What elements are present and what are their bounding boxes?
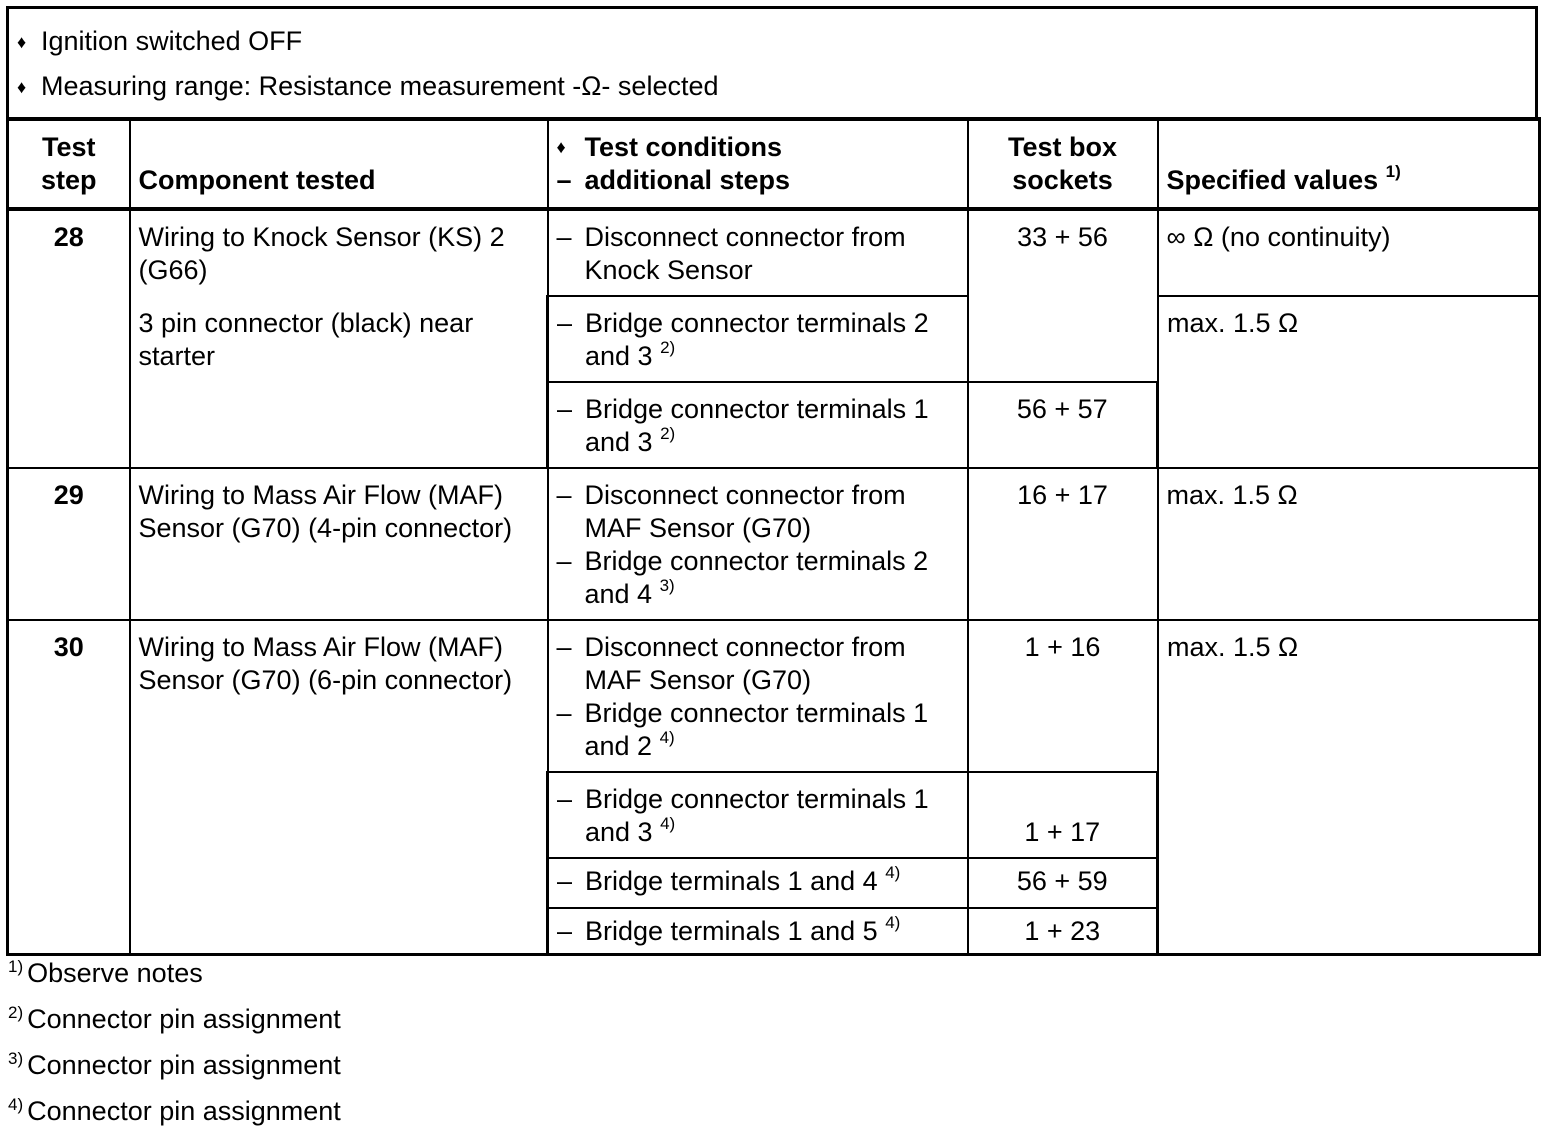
- footnote-mark: 3): [8, 1049, 24, 1068]
- condition-text-body: Bridge connector terminals 1 and 3: [585, 784, 929, 847]
- preconditions-box: [6, 6, 1538, 117]
- dash-bullet-icon: –: [557, 308, 573, 338]
- column-header-text: additional steps: [584, 165, 791, 195]
- specified-value-cell: max. 1.5 Ω: [1158, 296, 1540, 468]
- condition-line: [557, 697, 959, 763]
- column-header-line: Test box: [1007, 132, 1117, 162]
- condition-cell: [548, 296, 968, 382]
- precondition-measuring-range: [17, 64, 1535, 109]
- footnote-2: [8, 996, 341, 1042]
- column-header-line: [557, 131, 959, 164]
- footnote-ref: 2): [660, 424, 676, 443]
- specified-value-cell: max. 1.5 Ω: [1158, 468, 1540, 620]
- dash-bullet-icon: –: [556, 546, 572, 576]
- condition-line: [557, 393, 959, 459]
- condition-text: [585, 697, 959, 763]
- table-header-row: [8, 119, 1540, 209]
- footnote-4: [8, 1088, 341, 1134]
- specified-value-cell: ∞ Ω (no continuity): [1158, 209, 1540, 296]
- condition-text-body: Bridge connector terminals 2 and 3: [585, 308, 929, 371]
- column-header-text: Component tested: [138, 165, 376, 195]
- dash-bullet-icon: –: [557, 916, 573, 946]
- sockets-cell: 1 + 17: [968, 772, 1158, 858]
- footnote-mark: 1): [8, 957, 24, 976]
- diamond-bullet-icon: ♦: [17, 32, 27, 52]
- condition-cell: [548, 908, 968, 954]
- dash-bullet-icon: –: [557, 784, 573, 814]
- condition-text: [585, 783, 959, 849]
- condition-text: [585, 393, 959, 459]
- dash-bullet-icon: –: [556, 698, 572, 728]
- condition-line: [557, 307, 959, 373]
- condition-text-body: Bridge terminals 1 and 4: [585, 866, 878, 896]
- condition-text: Disconnect connector from MAF Sensor (G70): [584, 632, 906, 695]
- component-text: Wiring to Knock Sensor (KS) 2 (G66): [138, 222, 505, 285]
- sockets-cell: 16 + 17: [968, 468, 1158, 620]
- diamond-bullet-icon: ♦: [556, 137, 566, 157]
- footnote-mark: 4): [8, 1095, 24, 1114]
- sockets-cell: 56 + 59: [968, 858, 1158, 908]
- condition-cell: [548, 468, 968, 620]
- column-header-line: sockets: [1012, 165, 1113, 195]
- sockets-cell: 1 + 23: [968, 908, 1158, 954]
- footnote-text: Connector pin assignment: [27, 1096, 341, 1126]
- precondition-text: Measuring range: Resistance measurement -Ω- selected: [41, 71, 719, 101]
- footnote-ref: 4): [885, 913, 901, 932]
- footnote-ref: 4): [660, 814, 676, 833]
- dash-bullet-icon: –: [556, 632, 572, 662]
- specified-value-cell: max. 1.5 Ω: [1158, 620, 1540, 954]
- condition-line: [557, 545, 959, 611]
- condition-text: Disconnect connector from MAF Sensor (G70): [584, 480, 906, 543]
- column-header-line: step: [40, 165, 97, 195]
- dash-bullet-icon: –: [556, 165, 572, 195]
- column-header-line: [557, 164, 959, 197]
- column-header-conditions: [548, 119, 968, 209]
- column-header-text: Test conditions: [584, 132, 783, 162]
- condition-cell: [548, 382, 968, 468]
- condition-text: [585, 915, 959, 948]
- footnote-ref: 4): [885, 863, 901, 882]
- dash-bullet-icon: –: [556, 222, 572, 252]
- condition-text: Disconnect connector from Knock Sensor: [584, 222, 906, 285]
- condition-text: [585, 545, 959, 611]
- condition-line: [557, 221, 959, 287]
- table-row: [8, 468, 1540, 620]
- condition-text-body: Bridge connector terminals 1 and 3: [585, 394, 929, 457]
- sockets-cell: 33 + 56: [968, 209, 1158, 382]
- precondition-text: Ignition switched OFF: [41, 26, 303, 56]
- column-header-line: Test: [41, 132, 96, 162]
- footnote-text: Observe notes: [27, 958, 203, 988]
- test-step-number: 30: [8, 620, 130, 954]
- table-row: [8, 620, 1540, 772]
- test-specification-table: [6, 117, 1541, 956]
- condition-line: [557, 783, 959, 849]
- footnote-1: [8, 950, 341, 996]
- table-row: [8, 209, 1540, 296]
- dash-bullet-icon: –: [557, 866, 573, 896]
- footnote-text: Connector pin assignment: [27, 1004, 341, 1034]
- condition-text-body: Bridge connector terminals 1 and 2: [584, 698, 929, 761]
- component-tested-cell: Wiring to Mass Air Flow (MAF) Sensor (G70) (4-pin connector): [130, 468, 548, 620]
- footnote-ref: 4): [659, 728, 675, 747]
- footnote-ref: 3): [659, 576, 675, 595]
- component-tested-cell: Wiring to Mass Air Flow (MAF) Sensor (G70) (6-pin connector): [130, 620, 548, 954]
- dash-bullet-icon: –: [556, 480, 572, 510]
- condition-text-body: Bridge terminals 1 and 5: [585, 916, 878, 946]
- test-table-document: [6, 6, 1538, 956]
- condition-cell: [548, 620, 968, 772]
- condition-text: [585, 307, 959, 373]
- footnote-ref: 2): [660, 338, 676, 357]
- footnote-3: [8, 1042, 341, 1088]
- column-header-specified-values: [1158, 119, 1540, 209]
- component-note: 3 pin connector (black) near starter: [138, 308, 474, 371]
- sockets-cell: 56 + 57: [968, 382, 1158, 468]
- condition-line: [557, 479, 959, 545]
- condition-line: [557, 915, 959, 948]
- footnotes: [8, 950, 341, 1134]
- column-header-text: Specified values: [1166, 165, 1379, 195]
- condition-cell: [548, 209, 968, 296]
- footnote-ref: 1): [1385, 162, 1401, 181]
- test-step-number: 29: [8, 468, 130, 620]
- column-header-test-step: [8, 119, 130, 209]
- test-step-number: 28: [8, 209, 130, 468]
- condition-cell: [548, 772, 968, 858]
- sockets-cell: 1 + 16: [968, 620, 1158, 772]
- footnote-text: Connector pin assignment: [27, 1050, 341, 1080]
- diamond-bullet-icon: ♦: [17, 77, 27, 97]
- condition-text-body: Bridge connector terminals 2 and 4: [584, 546, 929, 609]
- precondition-ignition: [17, 19, 1535, 64]
- condition-line: [557, 865, 959, 898]
- footnote-mark: 2): [8, 1003, 24, 1022]
- dash-bullet-icon: –: [557, 394, 573, 424]
- column-header-component: [130, 119, 548, 209]
- condition-cell: [548, 858, 968, 908]
- component-tested-cell: [130, 209, 548, 468]
- condition-line: [557, 631, 959, 697]
- condition-text: [585, 865, 959, 898]
- column-header-sockets: [968, 119, 1158, 209]
